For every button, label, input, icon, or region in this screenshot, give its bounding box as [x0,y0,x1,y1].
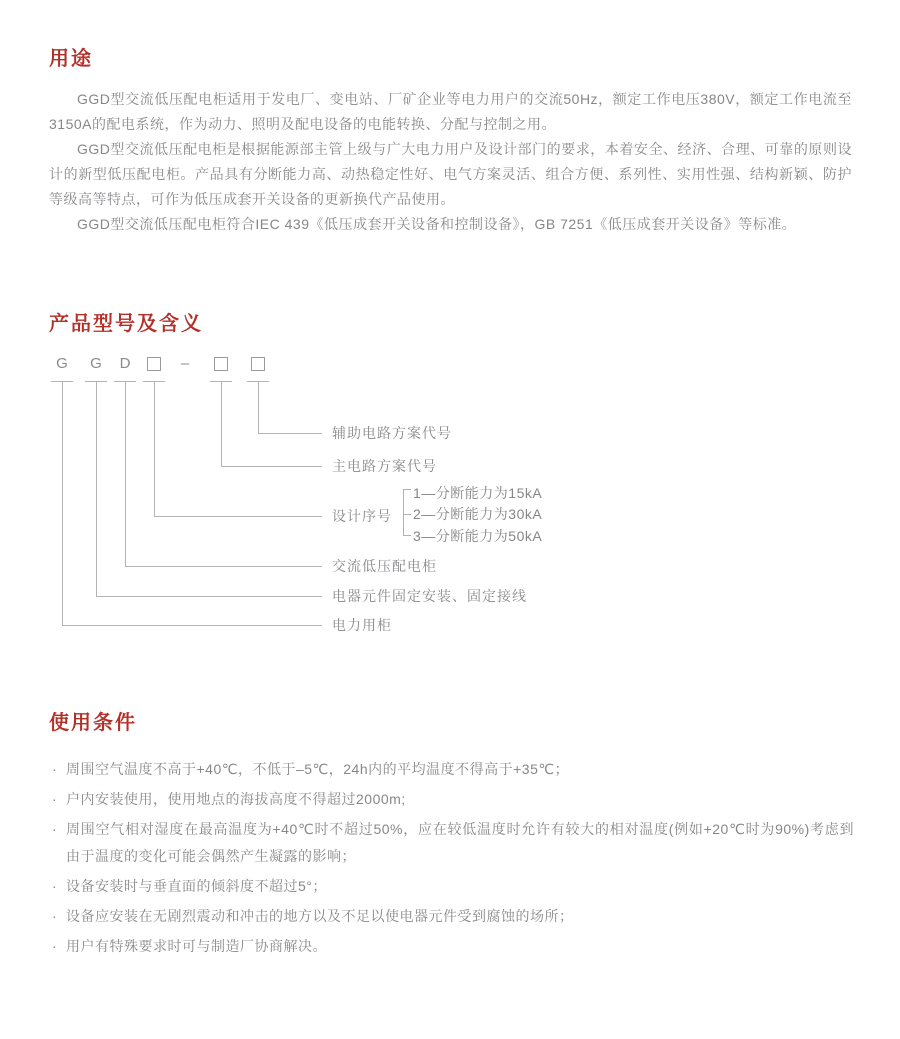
section-title-conditions: 使用条件 [49,712,137,734]
diagram-label-aux-circuit: 辅助电路方案代号 [332,425,452,441]
condition-text: 周围空气温度不高于+40℃，不低于–5℃，24h内的平均温度不得高于+35℃； [66,761,570,777]
section-title-model: 产品型号及含义 [49,313,203,335]
section-title-usage: 用途 [49,48,93,70]
condition-text: 设备应安装在无剧烈震动和冲击的地方以及不足以使电器元件受到腐蚀的场所； [66,908,574,924]
condition-item-1 [52,756,854,783]
diagram-stem-line [62,382,63,625]
diagram-bracket-line [403,489,404,535]
code-dash: – [180,355,190,372]
bullet-dot: · [52,878,58,894]
condition-item-3 [52,816,854,870]
code-letter-1: G [56,355,68,372]
design-option-2: 2—分断能力为30kA [413,506,543,522]
condition-text: 周围空气相对湿度在最高温度为+40℃时不超过50%，应在较低温度时允许有较大的相对温度(例如+20℃时为90%)考虑到由于温度的变化可能会偶然产生凝露的影响； [66,821,854,864]
diagram-bracket-tick [403,489,411,490]
diagram-connector-line [154,516,322,517]
condition-item-2 [52,786,854,813]
design-option-1: 1—分断能力为15kA [413,485,543,501]
condition-item-6 [52,933,854,960]
condition-text: 户内安装使用，使用地点的海拔高度不得超过2000m; [66,791,406,807]
diagram-stem-line [125,382,126,566]
condition-text: 设备安装时与垂直面的倾斜度不超过5°； [66,878,327,894]
bullet-dot: · [52,938,58,954]
code-box-2 [214,357,228,371]
diagram-bracket-tick [403,535,411,536]
code-letter-2: G [90,355,102,372]
condition-text: 用户有特殊要求时可与制造厂协商解决。 [66,938,327,954]
usage-paragraph-2: GGD型交流低压配电柜是根据能源部主管上级与广大电力用户及设计部门的要求，本着安全、经济、合理、可靠的原则设计的新型低压配电柜。产品具有分断能力高、动热稳定性好、电气方案灵活、组合方便、系列性、实用性强、结构新颖、防护等级高等特点，可作为低压成套开关设备的更新换代产品使用。 [49,141,852,207]
condition-item-5 [52,903,854,930]
model-code-diagram [0,350,900,645]
diagram-label-design-number: 设计序号 [332,508,392,524]
diagram-label-cabinet-type: 交流低压配电柜 [332,558,437,574]
bullet-dot: · [52,791,58,807]
usage-paragraph-3: GGD型交流低压配电柜符合IEC 439《低压成套开关设备和控制设备》，GB 7251《低压成套开关设备》等标准。 [77,216,797,232]
diagram-connector-line [258,433,322,434]
diagram-connector-line [125,566,322,567]
usage-paragraphs [49,87,852,237]
conditions-list [52,756,854,960]
diagram-stem-line [96,382,97,596]
diagram-stem-line [258,382,259,433]
usage-paragraph-1: GGD型交流低压配电柜适用于发电厂、变电站、厂矿企业等电力用户的交流50Hz，额定工作电压380V，额定工作电流至3150A的配电系统，作为动力、照明及配电设备的电能转换、分配与控制之用。 [49,91,852,132]
diagram-label-power-cabinet: 电力用柜 [332,617,392,633]
code-letter-3: D [119,355,131,372]
diagram-connector-line [221,466,322,467]
bullet-dot: · [52,821,58,837]
diagram-stem-line [221,382,222,466]
condition-item-4 [52,873,854,900]
code-box-3 [251,357,265,371]
diagram-connector-line [96,596,322,597]
bullet-dot: · [52,908,58,924]
diagram-bracket-tick [403,514,411,515]
bullet-dot: · [52,761,58,777]
diagram-stem-line [154,382,155,516]
diagram-label-mounting: 电器元件固定安装、固定接线 [332,588,527,604]
code-box-1 [147,357,161,371]
design-option-3: 3—分断能力为50kA [413,528,543,544]
diagram-connector-line [62,625,322,626]
diagram-label-main-circuit: 主电路方案代号 [332,458,437,474]
